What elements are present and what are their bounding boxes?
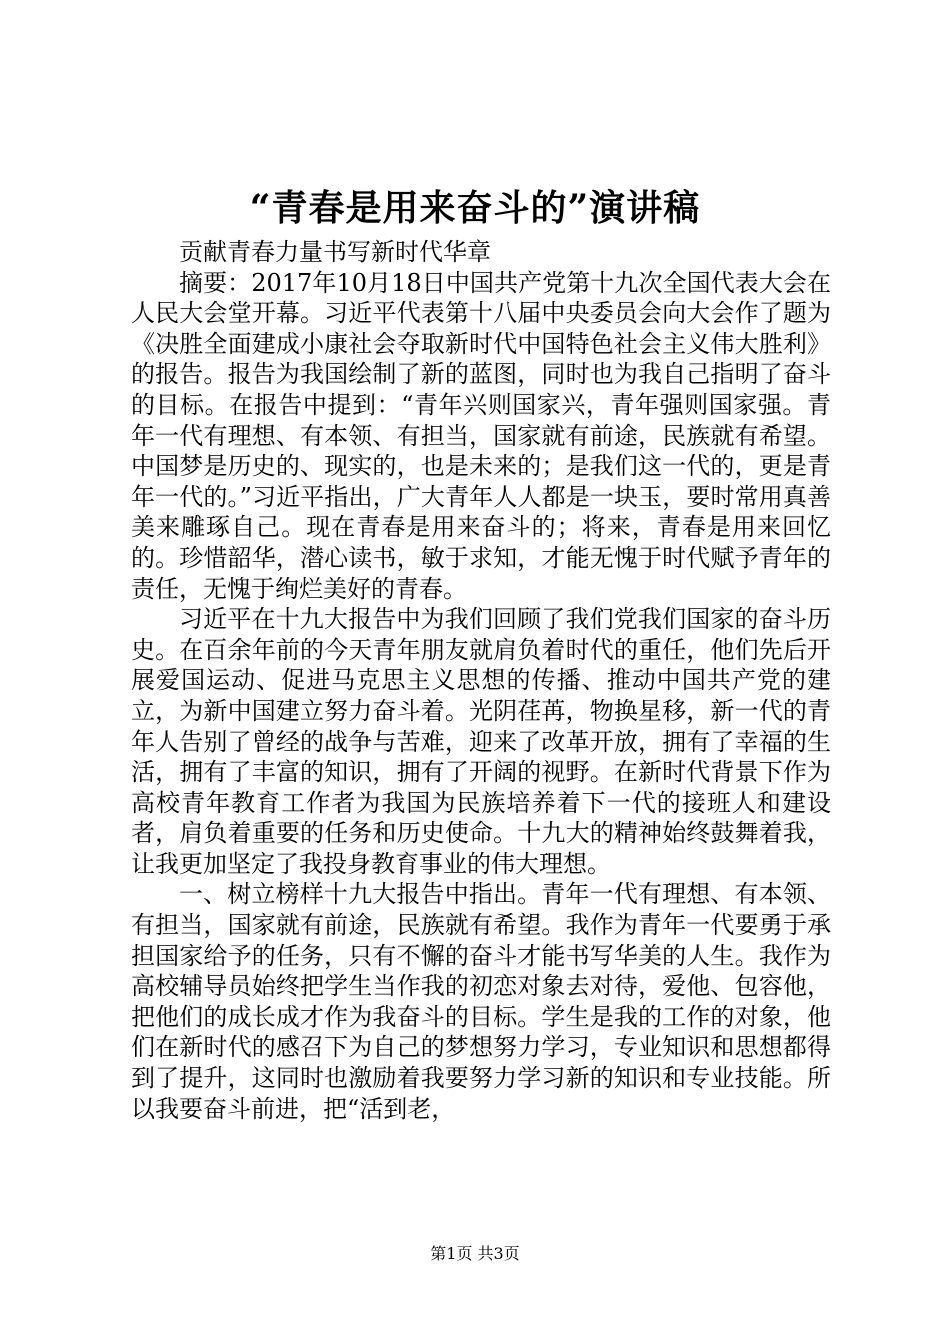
role-model-paragraph: 一、树立榜样十九大报告中指出。青年一代有理想、有本领、有担当，国家就有前途，民族就有希望。我作为青年一代要勇于承担国家给予的任务，只有不懈的奋斗才能书写华美的人生。我作为高校辅导员始终把学生当作我的初恋对象去对待，爱他、包容他，把他们的成长成才作为我奋斗的目标。学生是我的工作的对象，他们在新时代的感召下为自己的梦想努力学习，专业知识和思想都得到了提升，这同时也激励着我要努力学习新的知识和专业技能。所以我要奋斗前进，把“活到老，: [131, 880, 831, 1123]
page-number-footer: 第1页 共3页: [430, 1244, 520, 1263]
document-title: “青春是用来奋斗的”演讲稿: [249, 187, 701, 229]
history-paragraph: 习近平在十九大报告中为我们回顾了我们党我们国家的奋斗历史。在百余年前的今天青年朋友就肩负着时代的重任，他们先后开展爱国运动、促进马克思主义思想的传播、推动中国共产党的建立，为新中国建立努力奋斗着。光阴荏苒，物换星移，新一代的青年人告别了曾经的战争与苦难，迎来了改革开放，拥有了幸福的生活，拥有了丰富的知识，拥有了开阔的视野。在新时代背景下作为高校青年教育工作者为我国为民族培养着下一代的接班人和建设者，肩负着重要的任务和历史使命。十九大的精神始终鼓舞着我，让我更加坚定了我投身教育事业的伟大理想。: [131, 605, 831, 878]
subtitle-paragraph: 贡献青春力量书写新时代华章: [179, 238, 491, 266]
document-body: [131, 237, 831, 1124]
abstract-paragraph: 摘要：2017年10月18日中国共产党第十九次全国代表大会在人民大会堂开幕。习近平代表第十八届中央委员会向大会作了题为《决胜全面建成小康社会夺取新时代中国特色社会主义伟大胜利》的报告。报告为我国绘制了新的蓝图，同时也为我自己指明了奋斗的目标。在报告中提到：“青年兴则国家兴，青年强则国家强。青年一代有理想、有本领、有担当，国家就有前途，民族就有希望。中国梦是历史的、现实的，也是未来的；是我们这一代的，更是青年一代的。”习近平指出，广大青年人人都是一块玉，要时常用真善美来雕琢自己。现在青春是用来奋斗的；将来，青春是用来回忆的。珍惜韶华，潜心读书，敏于求知，才能无愧于时代赋予青年的责任，无愧于绚烂美好的青春。: [131, 268, 831, 603]
